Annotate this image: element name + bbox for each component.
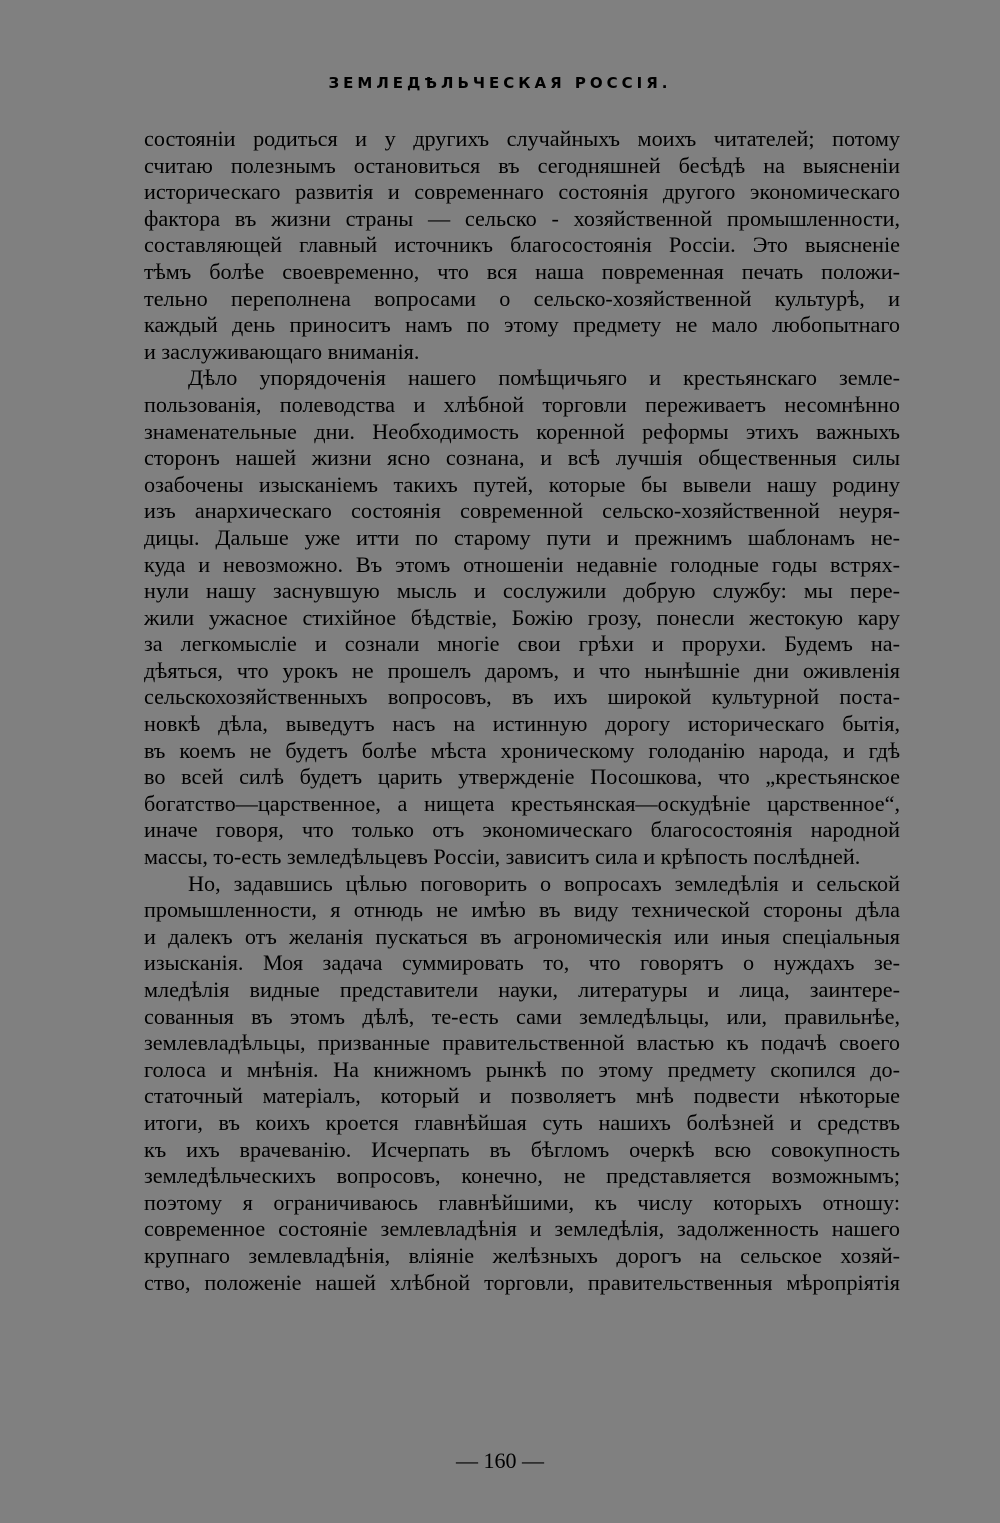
text-line: во всей силѣ будетъ царить утвержденіе Посошкова, что „крестьянское <box>144 764 900 790</box>
text-line: историческаго развитія и современнаго состоянія другого экономическаго <box>144 179 900 205</box>
text-line: иначе говоря, что только отъ экономическаго благосостоянія народной <box>144 817 900 843</box>
text-line: пользованія, полеводства и хлѣбной торговли переживаетъ несомнѣнно <box>144 391 900 417</box>
text-line: въ коемъ не будетъ болѣе мѣста хроническому голоданію народа, и гдѣ <box>144 737 900 763</box>
text-line: изысканія. Моя задача суммировать то, что говорятъ о нуждахъ зе- <box>144 950 900 976</box>
text-line: земледѣльческихъ вопросовъ, конечно, не представляется возможнымъ; <box>144 1163 900 1189</box>
text-line: землевладѣльцы, призванные правительственной властью къ подачѣ своего <box>144 1030 900 1056</box>
text-line: жили ужасное стихійное бѣдствіе, Божію грозу, понесли жестокую кару <box>144 604 900 630</box>
text-line: нули нашу заснувшую мысль и сослужили добрую службу: мы пере- <box>144 578 900 604</box>
text-line: къ ихъ врачеванію. Исчерпать въ бѣгломъ очеркѣ всю совокупность <box>144 1136 900 1162</box>
text-line: новкѣ дѣла, выведутъ насъ на истинную дорогу историческаго бытія, <box>144 711 900 737</box>
text-line: итоги, въ коихъ кроется главнѣйшая суть нашихъ болѣзней и средствъ <box>144 1109 900 1135</box>
text-line: куда и невозможно. Въ этомъ отношеніи недавніе голодные годы встрях- <box>144 551 900 577</box>
text-line: и заслуживающаго вниманія. <box>144 338 420 364</box>
text-line: каждый день приноситъ намъ по этому предмету не мало любопытнаго <box>144 312 900 338</box>
text-line: и далекъ отъ желанія пускаться въ агрономическія или иныя спеціальныя <box>144 923 900 949</box>
text-line: голоса и мнѣнія. На книжномъ рынкѣ по этому предмету скопился до- <box>144 1056 900 1082</box>
text-line: современное состояніе землевладѣнія и земледѣлія, задолженность нашего <box>144 1216 900 1242</box>
text-line: считаю полезнымъ остановиться въ сегодняшней бесѣдѣ на выясненіи <box>144 152 900 178</box>
text-line: изъ анархическаго состоянія современной сельско-хозяйственной неуря- <box>144 498 900 524</box>
text-line: состояніи родиться и у другихъ случайныхъ моихъ читателей; потому <box>144 126 900 151</box>
text-line: мледѣлія видные представители науки, литературы и лица, заинтере- <box>144 977 900 1002</box>
text-line: крупнаго землевладѣнія, вліяніе желѣзныхъ дорогъ на сельское хозяй- <box>144 1242 900 1268</box>
paragraph <box>144 871 900 1297</box>
paragraph <box>144 126 900 365</box>
running-head: ЗЕМЛЕДѢЛЬЧЕСКАЯ РОССІЯ. <box>328 74 672 92</box>
text-line: массы, то-есть земледѣльцевъ Россіи, зависитъ сила и крѣпость послѣдней. <box>144 844 861 870</box>
text-line: сованныя въ этомъ дѣлѣ, те-есть сами земледѣльцы, или, правильнѣе, <box>144 1003 900 1029</box>
text-line: дѣяться, что урокъ не прошелъ даромъ, и что нынѣшніе дни оживленія <box>144 657 900 683</box>
text-line: знаменательные дни. Необходимость коренной реформы этихъ важныхъ <box>144 418 900 444</box>
text-line: сельскохозяйственныхъ вопросовъ, въ ихъ широкой культурной поста- <box>144 684 900 710</box>
text-line: дицы. Дальше уже итти по старому пути и прежнимъ шаблонамъ не- <box>144 524 900 550</box>
text-line: Дѣло упорядоченія нашего помѣщичьяго и крестьянскаго земле- <box>188 365 900 391</box>
text-line: статочный матеріалъ, который и позволяетъ мнѣ подвести нѣкоторые <box>144 1083 900 1109</box>
text-line: ство, положеніе нашей хлѣбной торговли, правительственныя мѣропріятія <box>144 1269 900 1295</box>
text-line: богатство—царственное, а нищета крестьянская—оскудѣніе царственное“, <box>144 790 900 816</box>
text-line: составляющей главный источникъ благосостоянія Россіи. Это выясненіе <box>144 232 900 258</box>
text-line: озабочены изысканіемъ такихъ путей, которые бы вывели нашу родину <box>144 471 900 497</box>
text-line: тельно переполнена вопросами о сельско-хозяйственной культурѣ, и <box>144 285 900 311</box>
text-line: фактора въ жизни страны — сельско - хозяйственной промышленности, <box>144 205 900 231</box>
body-text <box>144 126 900 1296</box>
text-line: за легкомысліе и сознали многіе свои грѣхи и прорухи. Будемъ на- <box>144 631 900 657</box>
paragraph <box>144 365 900 870</box>
text-line: сторонъ нашей жизни ясно сознана, и всѣ лучшія общественныя силы <box>144 445 900 471</box>
text-line: поэтому я ограничиваюсь главнѣйшими, къ числу которыхъ отношу: <box>144 1189 900 1215</box>
text-line: Но, задавшись цѣлью поговорить о вопросахъ земледѣлія и сельской <box>188 870 900 896</box>
text-line: тѣмъ болѣе своевременно, что вся наша повременная печать положи- <box>144 258 900 284</box>
page-number: — 160 — <box>456 1448 544 1473</box>
text-line: промышленности, я отнюдь не имѣю въ виду технической стороны дѣла <box>144 897 900 923</box>
